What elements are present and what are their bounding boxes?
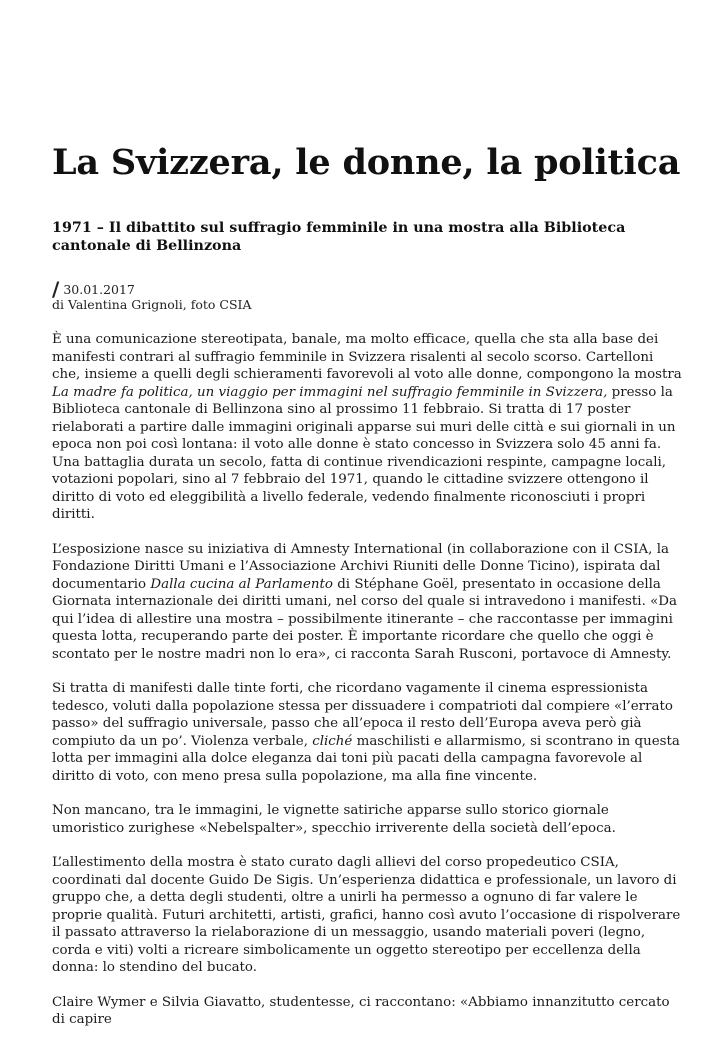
paragraph-2-text-a: L’esposizione nasce su iniziativa di Amnesty International (in collaborazione con il CSIA, la Fondazione Diritti Umani e l’Associazione Archivi Riuniti delle Donne Ticino), ispirata dal documentario	[52, 541, 669, 592]
paragraph-4: Non mancano, tra le immagini, le vignette satiriche apparse sullo storico giornale umoristico zurighese «Nebelspalter», specchio irriverente della società dell’epoca.	[52, 803, 616, 836]
paragraph-1-text-a: È una comunicazione stereotipata, banale, ma molto efficace, quella che sta alla base dei manifesti contrari al suffragio femminile in Svizzera risalenti al secolo scorso. Cartelloni che, insieme a quelli degli schieramenti favorevoli al voto alle donne, compongono la mostra	[52, 332, 682, 382]
article-body	[52, 331, 682, 1029]
documentary-title: Dalla cucina al Parlamento	[150, 576, 333, 592]
paragraph-2-text-b: di Stéphane Goël, presentato in occasione della Giornata internazionale dei diritti umani, nel corso del quale si intravedono i manifesti. «Da qui l’idea di allestire una mostra – possibilmente itinerante – che raccontasse per immagini questa lotta, recuperando parte dei poster. È importante ricordare che quello che oggi è scontato per le nostre madri non lo era», ci racconta Sarah Rusconi, portavoce di Amnesty.	[52, 576, 677, 662]
paragraph-1-text-b: presso la Biblioteca cantonale di Bellinzona sino al prossimo 11 febbraio. Si tratta di 17 poster rielaborati a partire dalle immagini originali apparse sui muri delle città e sui giornali in un epoca non poi così lontana: il voto alle donne è stato concesso in Svizzera solo 45 anni fa. Una battaglia durata un secolo, fatta di continue rivendicazioni respinte, campagne locali, votazioni popolari, sino al 7 febbraio del 1971, quando le cittadine svizzere ottengono il diritto di voto ed eleggibilità a livello federale, vedendo finalmente riconosciuti i propri diritti.	[52, 384, 676, 522]
article	[52, 140, 682, 1046]
paragraph-3-text-a: Si tratta di manifesti dalle tinte forti, che ricordano vagamente il cinema espressionista tedesco, voluti dalla popolazione stessa per dissuadere i compatrioti dal compiere «l’errato passo» del suffragio universale, passo che all’epoca il resto dell’Europa aveva però già compiuto da un po’. Violenza verbale,	[52, 681, 673, 749]
date-line	[52, 277, 682, 301]
byline: di Valentina Grignoli, foto CSIA	[52, 297, 252, 312]
publish-date: 30.01.2017	[63, 282, 135, 297]
paragraph-6: Claire Wymer e Silvia Giavatto, studentesse, ci raccontano: «Abbiamo innanzitutto cercato di capire	[52, 994, 670, 1027]
paragraph-1	[52, 331, 682, 524]
paragraph-3	[52, 680, 682, 785]
paragraph-2	[52, 541, 682, 664]
article-title: La Svizzera, le donne, la politica	[52, 142, 681, 183]
article-subtitle: 1971 – Il dibattito sul suffragio femminile in una mostra alla Biblioteca cantonale di Bellinzona	[52, 220, 626, 254]
exhibition-title: La madre fa politica, un viaggio per immagini nel suffragio femminile in Svizzera,	[52, 384, 608, 400]
article-meta	[52, 277, 682, 312]
date-slash-icon: /	[52, 277, 60, 301]
cliche-word: cliché	[312, 733, 353, 749]
paragraph-3-text-b: maschilisti e allarmismo, si scontrano in questa lotta per immagini alla dolce eleganza dai toni più pacati della campagna favorevole al diritto di voto, con meno presa sulla popolazione, ma alla fine vincente.	[52, 733, 680, 784]
paragraph-5: L’allestimento della mostra è stato curato dagli allievi del corso propedeutico CSIA, coordinati dal docente Guido De Sigis. Un’esperienza didattica e professionale, un lavoro di gruppo che, a detta degli studenti, oltre a unirli ha permesso a ognuno di far valere le proprie qualità. Futuri architetti, artisti, grafici, hanno così avuto l’occasione di rispolverare il passato attraverso la rielaborazione di un messaggio, usando materiali poveri (legno, corda e viti) volti a ricreare simbolicamente un oggetto stereotipo per eccellenza della donna: lo stendino del bucato.	[52, 855, 681, 975]
